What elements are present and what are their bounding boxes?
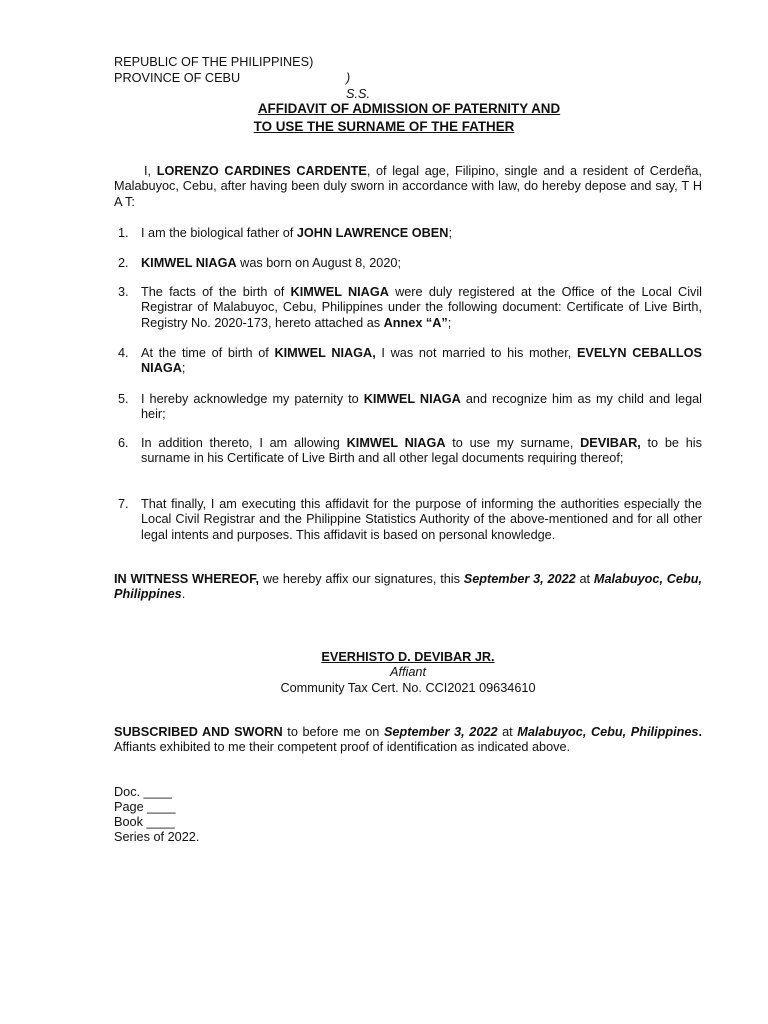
notary-book: Book ____ [114,815,175,829]
list-item [114,497,702,543]
item-number: 6. [118,436,129,450]
document-title-line-2: TO USE THE SURNAME OF THE FATHER [253,119,515,134]
witness-paragraph [114,572,702,603]
item-bold: KIMWEL NIAGA, [274,346,376,360]
list-item [114,346,702,377]
signatory-name: EVERHISTO D. DEVIBAR JR. [321,650,495,664]
list-item [114,392,702,423]
signatory-role: Affiant [390,665,426,679]
notary-page: Page ____ [114,800,176,814]
list-item [114,436,702,467]
item-text: At the time of birth of [141,346,275,360]
item-bold: KIMWEL NIAGA [346,436,446,450]
notary-series: Series of 2022. [114,830,200,844]
item-text: I hereby acknowledge my paternity to [141,392,364,406]
list-item [114,256,702,271]
item-text: I am the biological father of [141,226,297,240]
item-number: 2. [118,256,129,270]
intro-paragraph [114,164,702,210]
jurat-text: Affiants exhibited to me their competent proof of identification as indicated above. [114,740,571,755]
notary-doc: Doc. ____ [114,785,172,799]
item-number: 4. [118,346,129,360]
notarial-register [114,785,199,845]
list-item [114,226,702,241]
item-text: were duly registered at the Office of the Local Civil Registrar of Malabuyoc, Cebu, Philippines under the following document: Certificate of Live Birth, Registry No. 2020-173, hereto attached as [141,285,702,330]
venue-province: PROVINCE OF CEBU [114,71,241,85]
item-number: 5. [118,392,129,406]
witness-text: at [575,572,594,586]
witness-text: we hereby affix our signatures, this [259,572,464,586]
item-text: ; [181,361,186,376]
witness-text: . [181,587,186,602]
item-bold: JOHN LAWRENCE OBEN [296,226,449,240]
jurat-text: at [497,725,518,739]
item-text: That finally, I am executing this affidavit for the purpose of informing the authorities especially the Local Civil Registrar and the Philippine Statistics Authority of the above-mentioned and for all other legal intents and purposes. This affidavit is based on personal knowledge. [141,497,702,542]
jurat-text: to before me on [282,725,384,739]
jurat-dot: . [698,725,702,739]
community-tax-cert: Community Tax Cert. No. CCI2021 09634610 [280,681,536,695]
affiant-name: LORENZO CARDINES CARDENTE [156,164,367,178]
item-number: 1. [118,226,129,240]
jurat-lead: SUBSCRIBED AND SWORN [114,725,283,739]
venue-ss: ) S.S. [346,71,370,101]
item-text: The facts of the birth of [141,285,291,299]
jurat-paragraph [114,725,702,756]
venue-republic: REPUBLIC OF THE PHILIPPINES) [114,55,314,69]
jurat-date: September 3, 2022 [383,725,498,739]
witness-place: Malabuyoc, Cebu, Philippines [114,572,702,602]
document-title-line-1: AFFIDAVIT OF ADMISSION OF PATERNITY AND [257,101,561,116]
item-text: and recognize him as my child and legal heir; [141,392,703,422]
item-bold: DEVIBAR, [580,436,641,450]
item-text: ; [448,226,452,240]
item-bold: KIMWEL NIAGA [141,256,237,270]
item-bold: KIMWEL NIAGA [290,285,389,299]
item-bold: KIMWEL NIAGA [363,392,461,406]
item-text: to be his surname in his Certificate of Live Birth and all other legal documents requiring thereof; [141,436,702,466]
item-bold: EVELYN CEBALLOS NIAGA [141,346,702,376]
item-text: In addition thereto, I am allowing [141,436,347,450]
jurat-place: Malabuyoc, Cebu, Philippines [517,725,699,739]
item-text: to use my surname, [445,436,581,450]
intro-pre: I, [144,164,157,178]
list-item [114,285,702,331]
intro-post: , of legal age, Filipino, single and a resident of Cerdeña, Malabuyoc, Cebu, after having been duly sworn in accordance with law, do hereby depose and say, T H A T: [114,164,702,209]
item-text: was born on August 8, 2020; [236,256,401,270]
item-number: 3. [118,285,129,299]
witness-lead: IN WITNESS WHEREOF, [114,572,260,586]
venue-block [114,54,370,101]
item-text: ; [447,315,452,330]
item-text: I was not married to his mother, [375,346,577,360]
item-bold: Annex “A” [383,315,448,330]
witness-date: September 3, 2022 [463,572,576,586]
item-number: 7. [118,497,129,511]
